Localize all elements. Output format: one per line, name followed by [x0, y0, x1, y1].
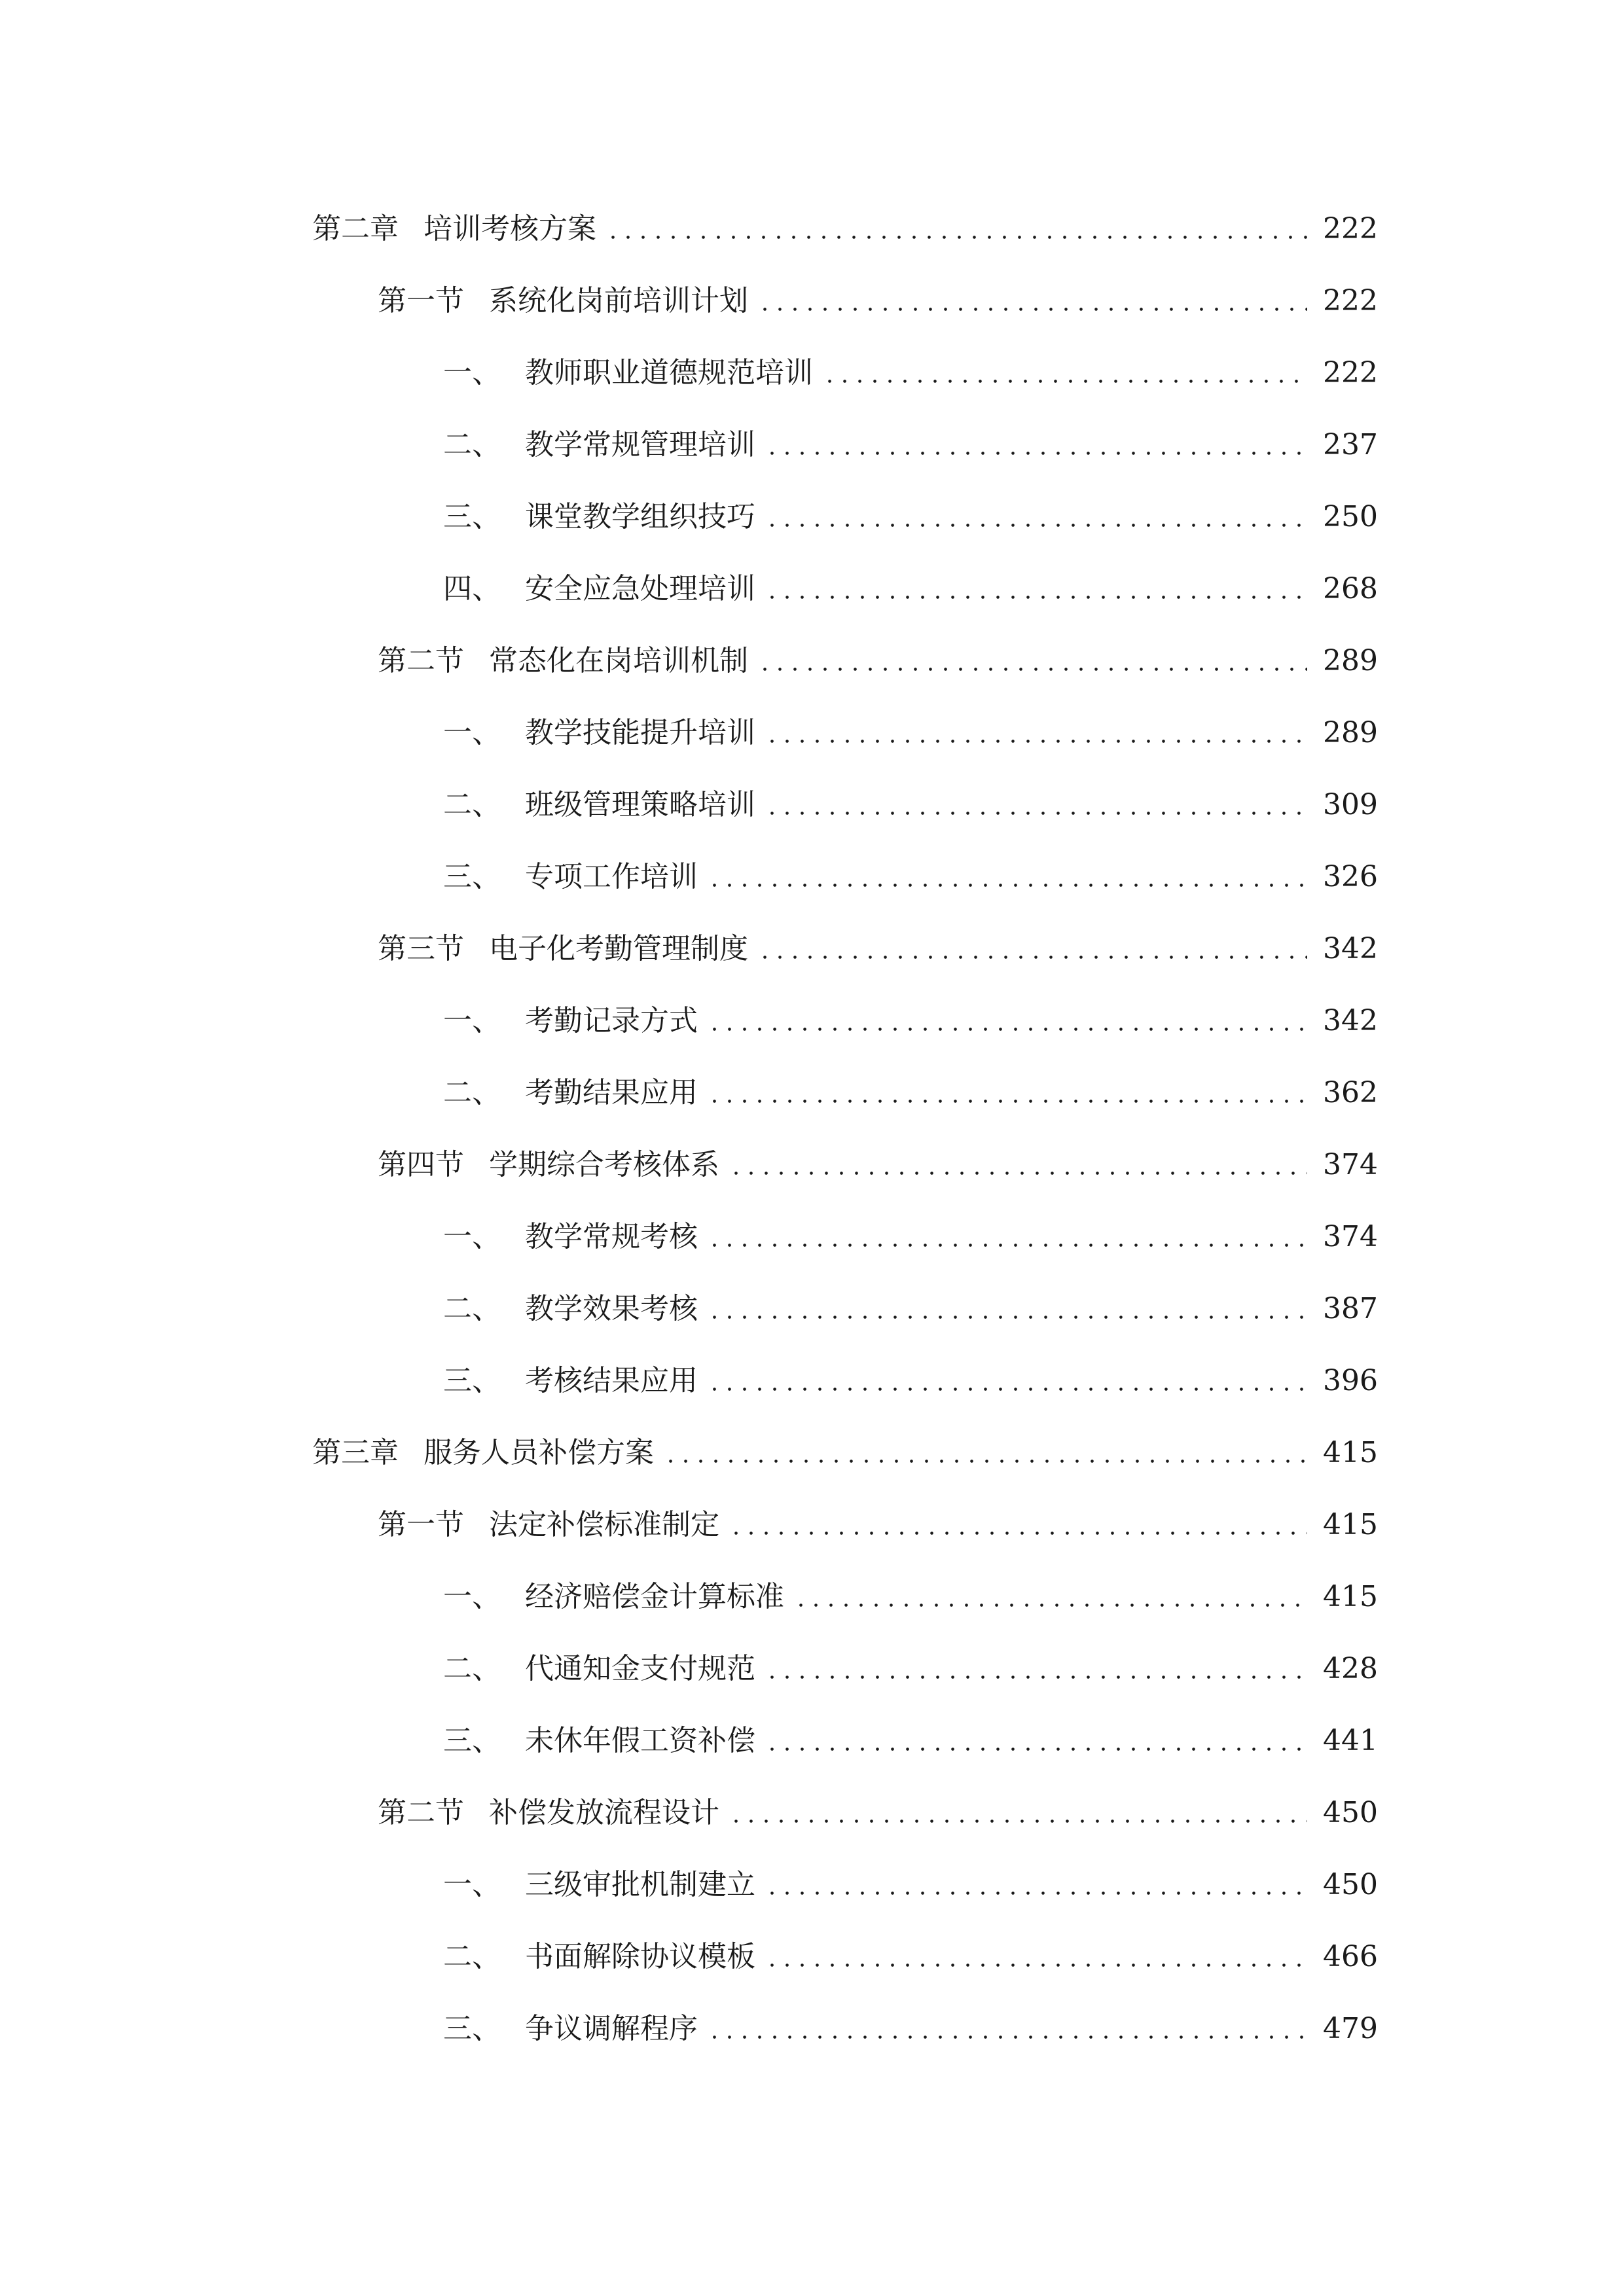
toc-entry-number: 二、 — [443, 788, 501, 821]
toc-entry-number: 一、 — [443, 1868, 501, 1901]
toc-entry-title: 考核结果应用 — [525, 1364, 698, 1397]
toc-entry-number: 第二节 — [378, 644, 464, 677]
dot-leader — [762, 707, 1312, 759]
toc-entry-title: 未休年假工资补偿 — [525, 1724, 755, 1757]
toc-entry[interactable] — [0, 779, 1624, 831]
toc-entry[interactable] — [0, 851, 1624, 903]
toc-entry-title: 系统化岗前培训计划 — [489, 284, 748, 317]
dot-leader — [762, 563, 1312, 615]
toc-entry-number: 第二节 — [378, 1796, 464, 1829]
toc-entry-number: 一、 — [443, 1580, 501, 1613]
dot-leader — [726, 1139, 1312, 1191]
toc-entry-page: 479 — [1323, 2012, 1378, 2045]
toc-entry[interactable] — [0, 491, 1624, 543]
toc-entry-title: 专项工作培训 — [525, 860, 698, 893]
dot-leader — [755, 275, 1312, 327]
dot-leader — [762, 779, 1312, 831]
dot-leader — [762, 1715, 1312, 1767]
toc-entry-page: 415 — [1323, 1580, 1378, 1613]
toc-entry[interactable] — [0, 275, 1624, 327]
toc-entry-title: 经济赔偿金计算标准 — [525, 1580, 784, 1613]
dot-leader — [704, 851, 1312, 903]
toc-entry-title: 教学效果考核 — [525, 1292, 698, 1325]
toc-entry-number: 第三节 — [378, 932, 464, 965]
toc-entry-page: 374 — [1323, 1220, 1378, 1253]
toc-entry[interactable] — [0, 707, 1624, 759]
toc-entry-page: 387 — [1323, 1292, 1378, 1325]
toc-entry-page: 309 — [1323, 788, 1378, 821]
toc-entry[interactable] — [0, 1643, 1624, 1695]
toc-entry-title: 常态化在岗培训机制 — [489, 644, 748, 677]
toc-entry[interactable] — [0, 635, 1624, 687]
toc-entry[interactable] — [0, 1067, 1624, 1119]
toc-entry-page: 466 — [1323, 1940, 1378, 1973]
toc-entry[interactable] — [0, 995, 1624, 1047]
toc-entry-page: 289 — [1323, 644, 1378, 677]
toc-entry-title: 班级管理策略培训 — [525, 788, 755, 821]
toc-entry-number: 第二章 — [312, 212, 399, 245]
toc-entry-title: 课堂教学组织技巧 — [525, 500, 755, 533]
toc-entry-number: 二、 — [443, 1652, 501, 1685]
toc-entry-page: 250 — [1323, 500, 1378, 533]
toc-entry-title: 安全应急处理培训 — [525, 572, 755, 605]
toc-entry[interactable] — [0, 1211, 1624, 1263]
toc-entry-title: 教学技能提升培训 — [525, 716, 755, 749]
toc-entry-page: 415 — [1323, 1508, 1378, 1541]
toc-entry-number: 三、 — [443, 860, 501, 893]
toc-entry[interactable] — [0, 1715, 1624, 1767]
toc-entry-title: 补偿发放流程设计 — [489, 1796, 719, 1829]
toc-entry[interactable] — [0, 2003, 1624, 2055]
dot-leader — [704, 2003, 1312, 2055]
toc-entry-page: 237 — [1323, 428, 1378, 461]
toc-entry-page: 396 — [1323, 1364, 1378, 1397]
toc-entry-number: 三、 — [443, 500, 501, 533]
toc-entry-page: 222 — [1323, 284, 1378, 317]
toc-entry[interactable] — [0, 1859, 1624, 1911]
toc-entry-number: 一、 — [443, 716, 501, 749]
toc-entry-number: 一、 — [443, 356, 501, 389]
toc-entry-number: 四、 — [443, 572, 501, 605]
toc-entry-number: 三、 — [443, 1724, 501, 1757]
dot-leader — [603, 203, 1312, 255]
dot-leader — [704, 1283, 1312, 1335]
dot-leader — [660, 1427, 1312, 1479]
dot-leader — [755, 923, 1312, 975]
toc-entry-title: 三级审批机制建立 — [525, 1868, 755, 1901]
toc-entry-page: 362 — [1323, 1076, 1378, 1109]
toc-entry[interactable] — [0, 347, 1624, 399]
toc-entry-title: 考勤结果应用 — [525, 1076, 698, 1109]
toc-entry[interactable] — [0, 1787, 1624, 1839]
toc-entry[interactable] — [0, 1499, 1624, 1551]
toc-entry[interactable] — [0, 419, 1624, 471]
toc-entry-number: 二、 — [443, 1076, 501, 1109]
dot-leader — [791, 1571, 1312, 1623]
dot-leader — [704, 995, 1312, 1047]
toc-entry-page: 222 — [1323, 356, 1378, 389]
toc-entry-page: 268 — [1323, 572, 1378, 605]
toc-entry-title: 培训考核方案 — [424, 212, 596, 245]
dot-leader — [704, 1211, 1312, 1263]
toc-entry-page: 222 — [1323, 212, 1378, 245]
toc-entry[interactable] — [0, 1931, 1624, 1983]
dot-leader — [726, 1499, 1312, 1551]
toc-entry-title: 教师职业道德规范培训 — [525, 356, 813, 389]
toc-entry[interactable] — [0, 1283, 1624, 1335]
toc-entry-page: 326 — [1323, 860, 1378, 893]
toc-entry-page: 342 — [1323, 1004, 1378, 1037]
dot-leader — [726, 1787, 1312, 1839]
toc-entry-title: 学期综合考核体系 — [489, 1148, 719, 1181]
dot-leader — [762, 1931, 1312, 1983]
toc-entry-title: 服务人员补偿方案 — [424, 1436, 654, 1469]
toc-entry[interactable] — [0, 1571, 1624, 1623]
toc-entry[interactable] — [0, 923, 1624, 975]
toc-entry[interactable] — [0, 563, 1624, 615]
toc-entry-title: 书面解除协议模板 — [525, 1940, 755, 1973]
toc-entry-number: 第三章 — [312, 1436, 399, 1469]
dot-leader — [762, 491, 1312, 543]
toc-entry[interactable] — [0, 203, 1624, 255]
toc-entry-title: 法定补偿标准制定 — [489, 1508, 719, 1541]
toc-entry-title: 电子化考勤管理制度 — [489, 932, 748, 965]
toc-entry-title: 教学常规考核 — [525, 1220, 698, 1253]
toc-entry-page: 450 — [1323, 1868, 1378, 1901]
toc-entry-title: 考勤记录方式 — [525, 1004, 698, 1037]
dot-leader — [704, 1355, 1312, 1407]
toc-entry-number: 二、 — [443, 1292, 501, 1325]
toc-entry-page: 450 — [1323, 1796, 1378, 1829]
toc-entry-number: 一、 — [443, 1004, 501, 1037]
toc-entry[interactable] — [0, 1139, 1624, 1191]
toc-entry-number: 二、 — [443, 428, 501, 461]
toc-entry-title: 教学常规管理培训 — [525, 428, 755, 461]
dot-leader — [762, 1859, 1312, 1911]
toc-entry-page: 428 — [1323, 1652, 1378, 1685]
toc-entry-page: 415 — [1323, 1436, 1378, 1469]
toc-entry-number: 第一节 — [378, 1508, 464, 1541]
toc-entry-number: 第一节 — [378, 284, 464, 317]
toc-entry-number: 第四节 — [378, 1148, 464, 1181]
toc-entry[interactable] — [0, 1355, 1624, 1407]
toc-entry-page: 441 — [1323, 1724, 1378, 1757]
dot-leader — [820, 347, 1312, 399]
toc-entry-title: 争议调解程序 — [525, 2012, 698, 2045]
dot-leader — [704, 1067, 1312, 1119]
toc-entry-number: 三、 — [443, 2012, 501, 2045]
toc-entry-page: 289 — [1323, 716, 1378, 749]
toc-entry[interactable] — [0, 1427, 1624, 1479]
dot-leader — [762, 1643, 1312, 1695]
dot-leader — [762, 419, 1312, 471]
toc-entry-number: 二、 — [443, 1940, 501, 1973]
toc-entry-page: 342 — [1323, 932, 1378, 965]
toc-entry-number: 三、 — [443, 1364, 501, 1397]
toc-entry-page: 374 — [1323, 1148, 1378, 1181]
dot-leader — [755, 635, 1312, 687]
toc-entry-title: 代通知金支付规范 — [525, 1652, 755, 1685]
toc-entry-number: 一、 — [443, 1220, 501, 1253]
